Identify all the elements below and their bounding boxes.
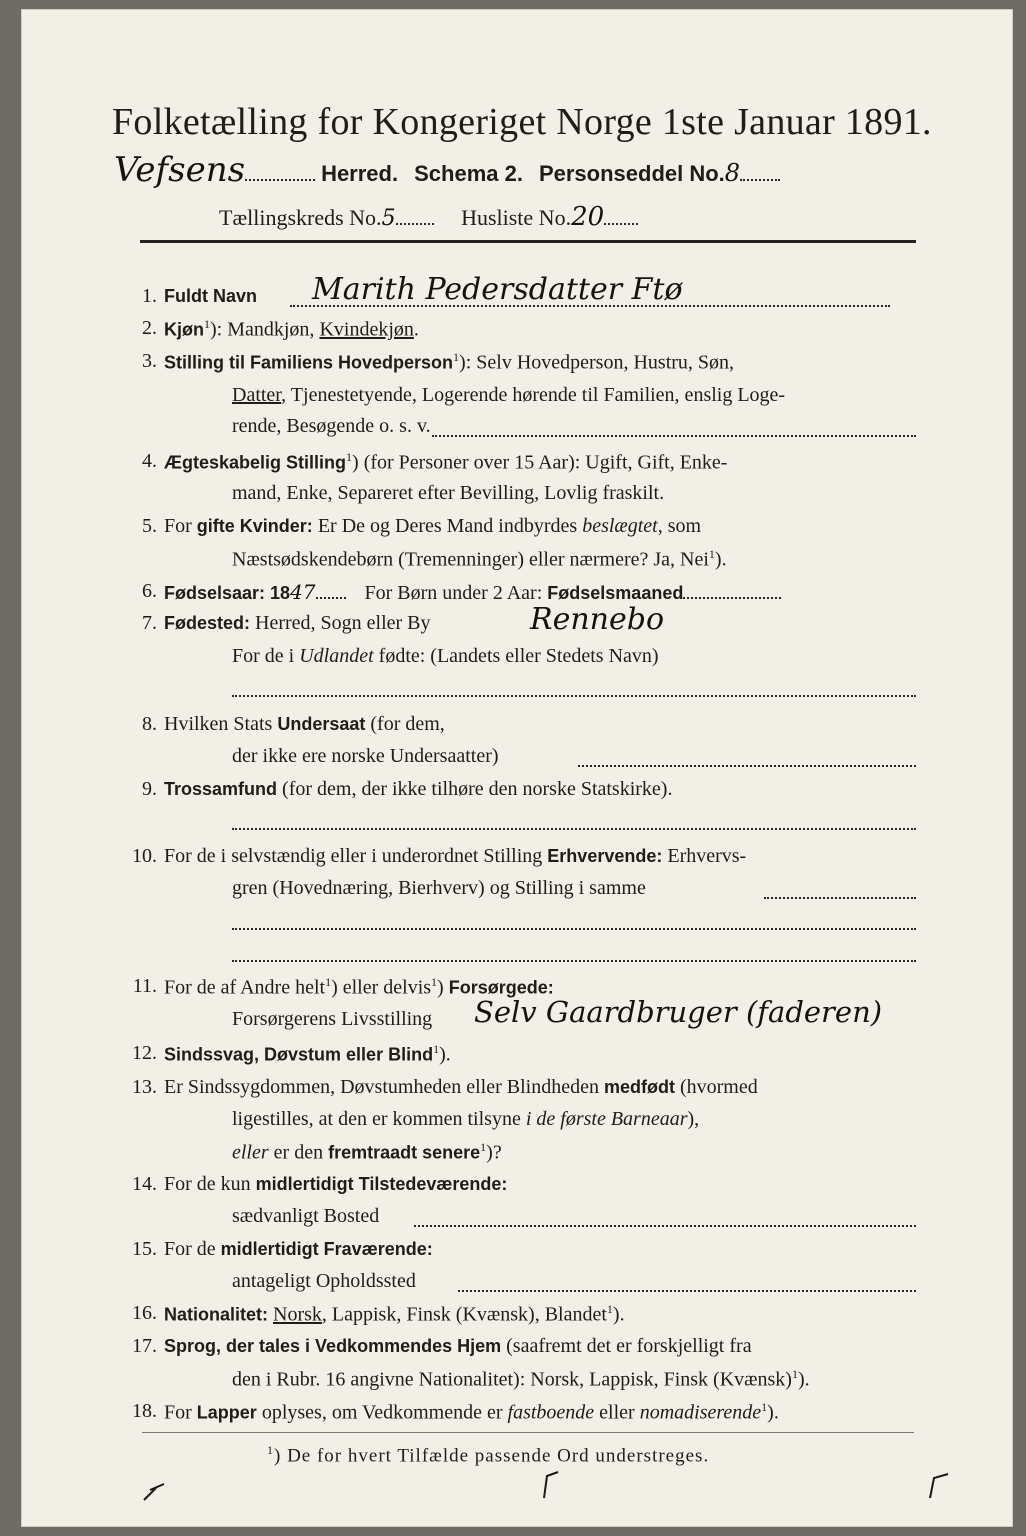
q3-number: 3. <box>142 350 157 372</box>
q4-line2-text: mand, Enke, Separeret efter Bevilling, Lovlig fraskilt. <box>232 482 665 504</box>
q3-text: ): Selv Hovedperson, Hustru, Søn, <box>459 351 735 374</box>
q13-line3-a: eller <box>232 1141 269 1164</box>
q9-dotline <box>232 828 916 830</box>
q1-label: Fuldt Navn <box>164 286 257 306</box>
q17-line1 <box>164 1335 752 1358</box>
q15-number: 15. <box>132 1238 157 1260</box>
q11-number: 11. <box>132 975 157 997</box>
q2-text-a: ): Mandkjøn, <box>210 318 320 341</box>
q13-line1-c: (hvormed <box>674 1076 758 1098</box>
q6-label: Fødselsaar: 18 <box>164 583 291 603</box>
q18-row <box>164 1400 779 1425</box>
form-content <box>22 10 1012 1526</box>
personseddel-dots <box>740 178 780 181</box>
q13-line1-b: medfødt <box>603 1077 675 1097</box>
q5-text-a: Er De og Deres Mand indbyrdes <box>312 515 583 537</box>
q2-row <box>164 317 419 342</box>
q6-label2: Fødselsmaaned <box>547 583 684 603</box>
q14-line1-a: For de kun <box>164 1173 256 1195</box>
q2-note: 1 <box>204 317 210 331</box>
q18-number: 18. <box>132 1400 157 1422</box>
q14-line2 <box>232 1205 379 1228</box>
q10-line1-c: Erhvervs- <box>662 845 747 867</box>
q1-row <box>164 285 257 308</box>
q4-text: ) (for Personer over 15 Aar): Ugift, Gift, Enke- <box>352 451 728 474</box>
q5-text-b: beslægtet <box>582 515 658 537</box>
q11-answer: Selv Gaardbruger (faderen) <box>474 995 883 1029</box>
husliste-dots <box>604 222 638 225</box>
q12-end: ). <box>439 1043 451 1066</box>
q7-number: 7. <box>142 612 157 634</box>
q16-text: , Lappisk, Finsk (Kvænsk), Blandet <box>321 1303 607 1326</box>
q5-sup: 1 <box>708 547 715 561</box>
q8-line1-b: Undersaat <box>277 714 366 734</box>
q14-line1-b: midlertidigt Tilstedeværende: <box>255 1174 508 1194</box>
q13-sup: 1 <box>480 1140 487 1154</box>
q6-row <box>164 580 781 605</box>
q17-line2: den i Rubr. 16 angivne Nationalitet): Norsk, Lappisk, Finsk (Kvænsk)$^1$). <box>232 1367 810 1391</box>
q17-label: Sprog, der tales i Vedkommendes Hjem <box>164 1336 502 1356</box>
husliste-label: Husliste No. <box>461 205 572 230</box>
q5-label-a: For <box>164 515 197 537</box>
q18-c: oplyses, om Vedkommende er <box>256 1401 508 1424</box>
q1-dotline <box>290 305 890 307</box>
q16-norsk: Norsk <box>273 1303 322 1326</box>
q15-line2 <box>232 1270 416 1293</box>
q14-line2-text: sædvanligt Bosted <box>232 1205 380 1227</box>
q17-line1-text: (saafremt det er forskjelligt fra <box>501 1335 752 1357</box>
q3-line3-text: rende, Besøgende o. s. v. <box>232 415 431 437</box>
q6-answer: 47 <box>290 580 316 604</box>
q5-line2-text: Næstsødskendebørn (Tremenninger) eller nærmere? Ja, Nei <box>232 548 709 571</box>
q16-row <box>164 1302 625 1327</box>
q2-label: Kjøn <box>164 319 204 340</box>
footnote-mark: 1 <box>267 1443 274 1457</box>
q12-label: Sindssvag, Døvstum eller Blind <box>164 1044 434 1065</box>
q12-number: 12. <box>132 1042 157 1064</box>
q15-line1-a: For de <box>164 1238 221 1260</box>
q11-line1-b: ) eller delvis <box>331 976 432 999</box>
q11-line1-d: Forsørgede: <box>448 977 554 998</box>
q10-line1-a: For de i selvstændig eller i underordnet Stilling <box>164 845 548 867</box>
q10-number: 10. <box>132 845 157 867</box>
q14-line1 <box>164 1173 507 1196</box>
footnote-text: ) De for hvert Tilfælde passende Ord understreges. <box>274 1445 710 1467</box>
q15-line2-text: antageligt Opholdssted <box>232 1270 416 1292</box>
personseddel-label: Personseddel No. <box>538 161 725 186</box>
q10-dotline2 <box>232 928 916 930</box>
footnote-rule <box>142 1432 914 1433</box>
footnote <box>267 1443 709 1467</box>
q10-dotline3 <box>232 960 916 962</box>
q7-answer: Rennebo <box>530 602 665 637</box>
taellingskreds-dots <box>396 222 434 225</box>
q10-dotline1 <box>764 897 916 899</box>
q10-line2 <box>232 877 646 900</box>
q8-line2-text: der ikke ere norske Undersaatter) <box>232 745 499 767</box>
q9-text: (for dem, der ikke tilhøre den norske Statskirke). <box>277 778 673 800</box>
q3-label: Stilling til Familiens Hovedperson <box>164 352 454 373</box>
q13-line3-d: )? <box>486 1141 502 1164</box>
q5-line1 <box>164 515 701 538</box>
q6-mid: For Børn under 2 Aar: <box>364 582 548 604</box>
q2-text-b: Kvindekjøn <box>319 318 414 341</box>
taellingskreds-value: 5 <box>381 206 396 231</box>
q11-line2 <box>232 1008 432 1031</box>
q14-number: 14. <box>132 1173 157 1195</box>
q9-number: 9. <box>142 778 157 800</box>
q11-sup-b: 1 <box>431 975 438 989</box>
q5-number: 5. <box>142 515 157 537</box>
q14-dotline <box>414 1225 916 1227</box>
census-form-sheet <box>22 10 1012 1526</box>
q7-line2 <box>232 645 659 668</box>
q12-sup: 1 <box>433 1042 440 1056</box>
q18-f: nomadiserende <box>639 1401 762 1424</box>
q3-datter: Datter <box>232 384 282 406</box>
q7-label: Fødested: <box>164 613 251 633</box>
q16-number: 16. <box>132 1302 157 1324</box>
taellingskreds-label: Tællingskreds No. <box>219 205 382 230</box>
q16-end: ). <box>612 1303 625 1326</box>
q10-line2-text: gren (Hovednæring, Bierhverv) og Stilling i samme <box>232 877 646 899</box>
q16-sup: 1 <box>606 1302 613 1316</box>
q1-number: 1. <box>142 285 157 307</box>
q8-line1 <box>164 713 445 736</box>
form-title: Folketælling for Kongeriget Norge 1ste Januar 1891. <box>112 101 932 143</box>
q15-line1-b: midlertidigt Fraværende: <box>220 1239 433 1259</box>
personseddel-value: 8 <box>724 159 741 187</box>
q4-line2 <box>232 482 664 505</box>
q17-number: 17. <box>132 1335 157 1357</box>
q13-line1 <box>164 1076 758 1099</box>
q17-sup: 1 <box>791 1367 798 1381</box>
header-herred-row <box>114 150 780 190</box>
q8-dotline <box>578 765 916 767</box>
q11-line1-a: For de af Andre helt <box>164 976 326 999</box>
q8-line1-a: Hvilken Stats <box>164 713 278 735</box>
herred-dots <box>245 178 315 181</box>
q18-d: fastboende <box>507 1401 595 1424</box>
q13-line2-a: ligestilles, at den er kommen tilsyne <box>232 1108 526 1130</box>
q6-dots2 <box>683 596 781 599</box>
q10-line1-b: Erhvervende: <box>547 846 663 866</box>
herred-value: Vefsens <box>114 150 246 190</box>
q18-b: Lapper <box>196 1402 257 1423</box>
q7-line2-c: fødte: (Landets eller Stedets Navn) <box>373 645 659 667</box>
pen-mark-right-icon <box>922 1470 952 1500</box>
q8-number: 8. <box>142 713 157 735</box>
herred-label: Herred. <box>321 161 399 186</box>
q3-line2-text: , Tjenestetyende, Logerende hørende til Familien, enslig Loge- <box>281 384 786 406</box>
q3-sup: 1 <box>453 350 460 364</box>
q2-number: 2. <box>142 317 157 339</box>
q3-dotline <box>432 435 916 437</box>
q16-label: Nationalitet: <box>164 1304 269 1325</box>
pen-mark-left-icon <box>140 1478 170 1502</box>
q1-answer: Marith Pedersdatter Ftø <box>312 272 683 307</box>
q4-label: Ægteskabelig Stilling <box>164 452 347 473</box>
q5-line2: Næstsødskendebørn (Tremenninger) eller nærmere? Ja, Nei$^1$). <box>232 547 727 571</box>
q3-line1 <box>164 350 734 375</box>
q6-dots <box>316 596 346 599</box>
q7-dotline <box>232 695 916 697</box>
q15-dotline <box>458 1290 916 1292</box>
q2-text-c: . <box>413 318 419 341</box>
q13-number: 13. <box>132 1076 157 1098</box>
q18-sup: 1 <box>761 1400 768 1414</box>
q4-sup: 1 <box>346 450 353 464</box>
q9-row <box>164 778 672 801</box>
q13-line3-b: er den <box>268 1141 329 1164</box>
q3-line2 <box>232 384 785 407</box>
q11-sup-a: 1 <box>325 975 332 989</box>
q9-label: Trossamfund <box>164 779 278 799</box>
q7-text: Herred, Sogn eller By <box>250 612 431 634</box>
q13-line1-a: Er Sindssygdommen, Døvstumheden eller Blindheden <box>164 1076 604 1098</box>
q5-text-c: , som <box>657 515 702 537</box>
q4-line1 <box>164 450 727 475</box>
pen-mark-center-icon <box>534 1470 564 1500</box>
q5-label-b: gifte Kvinder: <box>196 516 313 536</box>
q13-line3-c: fremtraadt senere <box>328 1142 481 1163</box>
q13-line2 <box>232 1108 699 1131</box>
q7-line2-b: Udlandet <box>299 645 374 667</box>
q17-line2-text: den i Rubr. 16 angivne Nationalitet): Norsk, Lappisk, Finsk (Kvænsk) <box>232 1368 792 1391</box>
q6-number: 6. <box>142 580 157 602</box>
q18-e: eller <box>594 1401 640 1424</box>
q8-line2 <box>232 745 499 768</box>
husliste-value: 20 <box>571 202 605 232</box>
q7-line2-a: For de i <box>232 645 300 667</box>
q13-line2-b: i de første Barneaar <box>525 1108 688 1130</box>
q18-a: For <box>164 1401 197 1424</box>
q11-line2-text: Forsørgerens Livsstilling <box>232 1008 433 1030</box>
q18-g: ). <box>767 1401 779 1424</box>
q10-line1 <box>164 845 746 868</box>
header-rule <box>140 240 916 243</box>
schema-label: Schema 2. <box>414 161 523 186</box>
q13-line3 <box>232 1140 502 1165</box>
q8-line1-c: (for dem, <box>365 713 445 735</box>
q7-row <box>164 612 431 635</box>
q15-line1 <box>164 1238 433 1261</box>
q12-row <box>164 1042 451 1067</box>
q3-line3 <box>232 415 431 438</box>
q11-line1-c: ) <box>437 976 449 999</box>
q4-number: 4. <box>142 450 157 472</box>
header-taellingskreds-row <box>219 202 638 232</box>
q13-line2-c: ), <box>687 1108 700 1130</box>
